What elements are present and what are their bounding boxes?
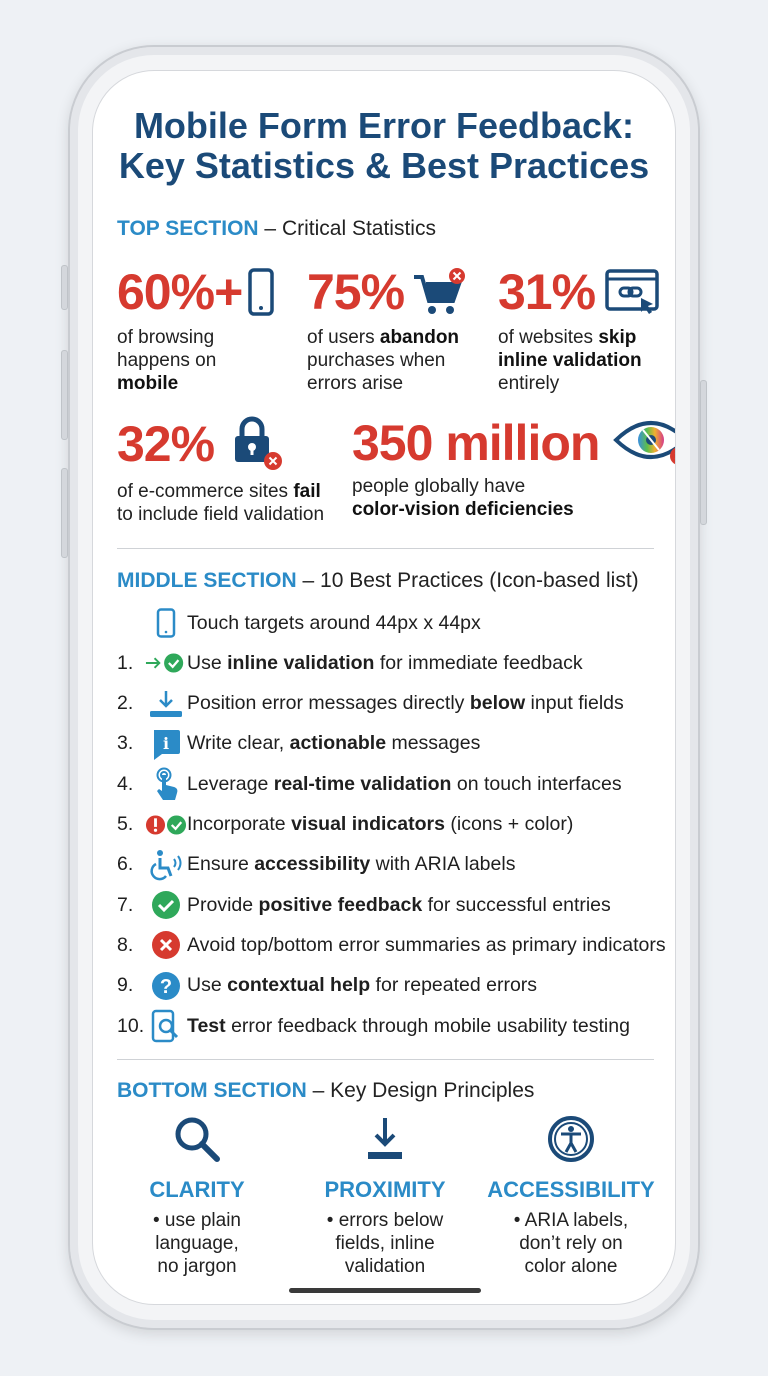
list-item <box>117 729 480 759</box>
text: of users <box>307 327 380 348</box>
principle-heading: PROXIMITY <box>324 1177 446 1202</box>
list-item <box>117 769 622 799</box>
eye-color-error-icon <box>613 416 676 470</box>
text: Provide <box>187 893 259 916</box>
principle-description <box>102 1209 292 1278</box>
item-text <box>187 894 611 917</box>
stat-description <box>352 475 676 521</box>
question-circle-icon <box>145 971 187 1001</box>
smartphone-icon <box>248 268 274 316</box>
item-text <box>187 934 666 957</box>
list-item <box>117 971 537 1001</box>
emphasis: accessibility <box>254 853 371 876</box>
power-button <box>700 380 707 525</box>
stat-description-line <box>117 503 324 526</box>
principle-heading: CLARITY <box>149 1177 245 1202</box>
item-text <box>187 974 537 997</box>
svg-text:i: i <box>162 733 170 753</box>
item-number: 1. <box>117 651 134 674</box>
stat-color-vision <box>352 416 676 521</box>
stat-description-line <box>117 326 274 349</box>
principle-line: language, <box>155 1233 239 1254</box>
list-item <box>117 648 583 678</box>
info-bubble-icon <box>145 728 187 760</box>
text: Use <box>187 974 228 997</box>
item-number: 8. <box>117 933 134 956</box>
item-text <box>187 1015 630 1038</box>
stat-value: 31% <box>498 264 596 320</box>
stat-mobile <box>117 264 274 395</box>
stat-description-line <box>307 326 468 349</box>
check-circle-icon <box>145 890 187 920</box>
x-circle-icon <box>145 930 187 960</box>
arrow-down-bar-icon <box>290 1114 480 1169</box>
list-item <box>117 930 666 960</box>
stat-description <box>117 480 324 526</box>
stat-value: 32% <box>117 416 215 472</box>
principle-description <box>290 1209 480 1278</box>
stat-inline-skip <box>498 264 659 395</box>
section-subtitle: – Key Design Principles <box>306 1079 535 1102</box>
stat-value: 75% <box>307 264 405 320</box>
title-line: Key Statistics & Best Practices <box>118 145 650 186</box>
emphasis: inline validation <box>498 350 642 371</box>
stat-description-line <box>117 349 274 372</box>
item-number: 3. <box>117 732 134 755</box>
principle-proximity <box>290 1114 480 1278</box>
stat-abandon <box>307 264 468 395</box>
arrow-check-icon <box>145 652 187 674</box>
middle-section-heading <box>117 569 639 593</box>
stat-description-line <box>117 372 274 395</box>
list-item <box>117 1011 630 1041</box>
item-text <box>187 813 573 836</box>
principle-line: color alone <box>524 1256 618 1277</box>
lock-error-icon <box>232 416 284 472</box>
emphasis: abandon <box>379 327 460 348</box>
stat-value: 60%+ <box>117 264 243 320</box>
cart-error-icon <box>412 267 468 317</box>
text: input fields <box>525 692 624 715</box>
emphasis: color-vision deficiencies <box>352 499 574 520</box>
text: Touch targets around 44px x 44px <box>187 611 481 634</box>
title-line: Mobile Form Error Feedback: <box>133 105 635 146</box>
text: Position error messages directly <box>187 692 470 715</box>
arrow-down-bar-icon <box>145 689 187 719</box>
smartphone-icon <box>145 608 187 638</box>
browser-link-icon <box>605 268 659 316</box>
principle-line: fields, inline <box>335 1233 435 1254</box>
emphasis: inline validation <box>227 651 375 674</box>
section-label: BOTTOM SECTION <box>117 1079 307 1102</box>
text: on touch interfaces <box>451 772 622 795</box>
text: Incorporate <box>187 813 292 835</box>
text: with ARIA labels <box>370 853 516 876</box>
text: messages <box>386 732 481 755</box>
section-label: MIDDLE SECTION <box>117 569 297 592</box>
principle-heading: ACCESSIBILITY <box>487 1177 655 1202</box>
principle-clarity <box>102 1114 292 1278</box>
text: Write clear, <box>187 732 290 755</box>
text: happens on <box>117 350 217 371</box>
text: Leverage <box>187 772 274 795</box>
emphasis: actionable <box>289 732 387 755</box>
touch-hand-icon <box>145 767 187 801</box>
alert-check-icon <box>145 814 187 836</box>
list-item <box>117 850 515 880</box>
stat-description-line <box>498 372 659 395</box>
stat-description-line <box>498 349 659 372</box>
text: purchases when <box>307 350 446 371</box>
item-number: 4. <box>117 772 134 795</box>
page-title <box>93 106 675 186</box>
stat-ecommerce <box>117 416 324 526</box>
list-item <box>117 608 481 638</box>
item-text <box>187 773 622 796</box>
stat-description <box>117 326 274 395</box>
text: to include field validation <box>117 504 325 525</box>
text: for successful entries <box>422 893 611 916</box>
magnifier-icon <box>102 1114 292 1169</box>
principle-line: no jargon <box>157 1256 237 1277</box>
stat-description-line <box>307 349 468 372</box>
mute-button <box>61 265 68 310</box>
text: errors arise <box>307 373 404 394</box>
section-label: TOP SECTION <box>117 217 259 240</box>
item-number: 7. <box>117 893 134 916</box>
principle-line: validation <box>344 1256 426 1277</box>
stat-description-line <box>352 475 676 498</box>
volume-up-button <box>61 350 68 440</box>
text: Use <box>187 651 228 674</box>
text: entirely <box>498 373 560 394</box>
accessibility-icon <box>145 849 187 881</box>
item-text <box>187 692 624 715</box>
emphasis: fail <box>293 481 321 502</box>
mobile-search-icon <box>145 1009 187 1043</box>
principle-accessibility <box>476 1114 666 1278</box>
list-item <box>117 810 573 840</box>
emphasis: Test <box>187 1014 226 1037</box>
stat-description-line <box>307 372 468 395</box>
section-subtitle: – Critical Statistics <box>258 217 436 240</box>
emphasis: positive feedback <box>258 893 423 916</box>
list-item <box>117 689 624 719</box>
principle-line: don’t rely on <box>519 1233 623 1254</box>
principle-line: • ARIA labels, <box>513 1210 629 1231</box>
item-number: 2. <box>117 692 134 715</box>
divider <box>117 548 654 549</box>
item-text <box>187 853 515 876</box>
item-number: 6. <box>117 853 134 876</box>
text: people globally have <box>352 476 526 497</box>
top-section-heading <box>117 217 436 241</box>
text: Avoid top/bottom error summaries as primary indicators <box>187 933 666 956</box>
emphasis: below <box>469 692 526 715</box>
text: error feedback through mobile usability testing <box>225 1014 630 1037</box>
principle-line: • use plain <box>153 1210 241 1231</box>
text: of browsing <box>117 327 215 348</box>
text: of e-commerce sites <box>117 481 294 502</box>
home-indicator[interactable] <box>289 1288 481 1293</box>
stat-description <box>498 326 659 395</box>
divider <box>117 1059 654 1060</box>
principle-description <box>476 1209 666 1278</box>
emphasis: real-time validation <box>273 772 452 795</box>
principle-line: • errors below <box>326 1210 444 1231</box>
text: (icons + color) <box>444 813 574 835</box>
emphasis: skip <box>598 327 637 348</box>
stat-description-line <box>352 498 676 521</box>
stat-description-line <box>117 480 324 503</box>
phone-screen <box>92 70 676 1305</box>
item-number: 5. <box>117 813 134 835</box>
accessibility-person-icon <box>476 1114 666 1169</box>
svg-text:?: ? <box>159 975 173 998</box>
item-text <box>187 732 480 755</box>
stat-value: 350 million <box>352 415 600 471</box>
emphasis: mobile <box>117 373 179 394</box>
emphasis: contextual help <box>227 974 371 997</box>
item-text <box>187 652 583 675</box>
stat-description-line <box>498 326 659 349</box>
text: for repeated errors <box>370 974 538 997</box>
stat-description <box>307 326 468 395</box>
text: of websites <box>498 327 599 348</box>
emphasis: visual indicators <box>291 813 445 835</box>
text: Ensure <box>187 853 255 876</box>
item-number: 10. <box>117 1014 145 1037</box>
text: for immediate feedback <box>374 651 583 674</box>
item-text <box>187 612 481 635</box>
section-subtitle: – 10 Best Practices (Icon-based list) <box>296 569 639 592</box>
bottom-section-heading <box>117 1079 534 1103</box>
item-number: 9. <box>117 974 134 997</box>
volume-down-button <box>61 468 68 558</box>
list-item <box>117 890 611 920</box>
